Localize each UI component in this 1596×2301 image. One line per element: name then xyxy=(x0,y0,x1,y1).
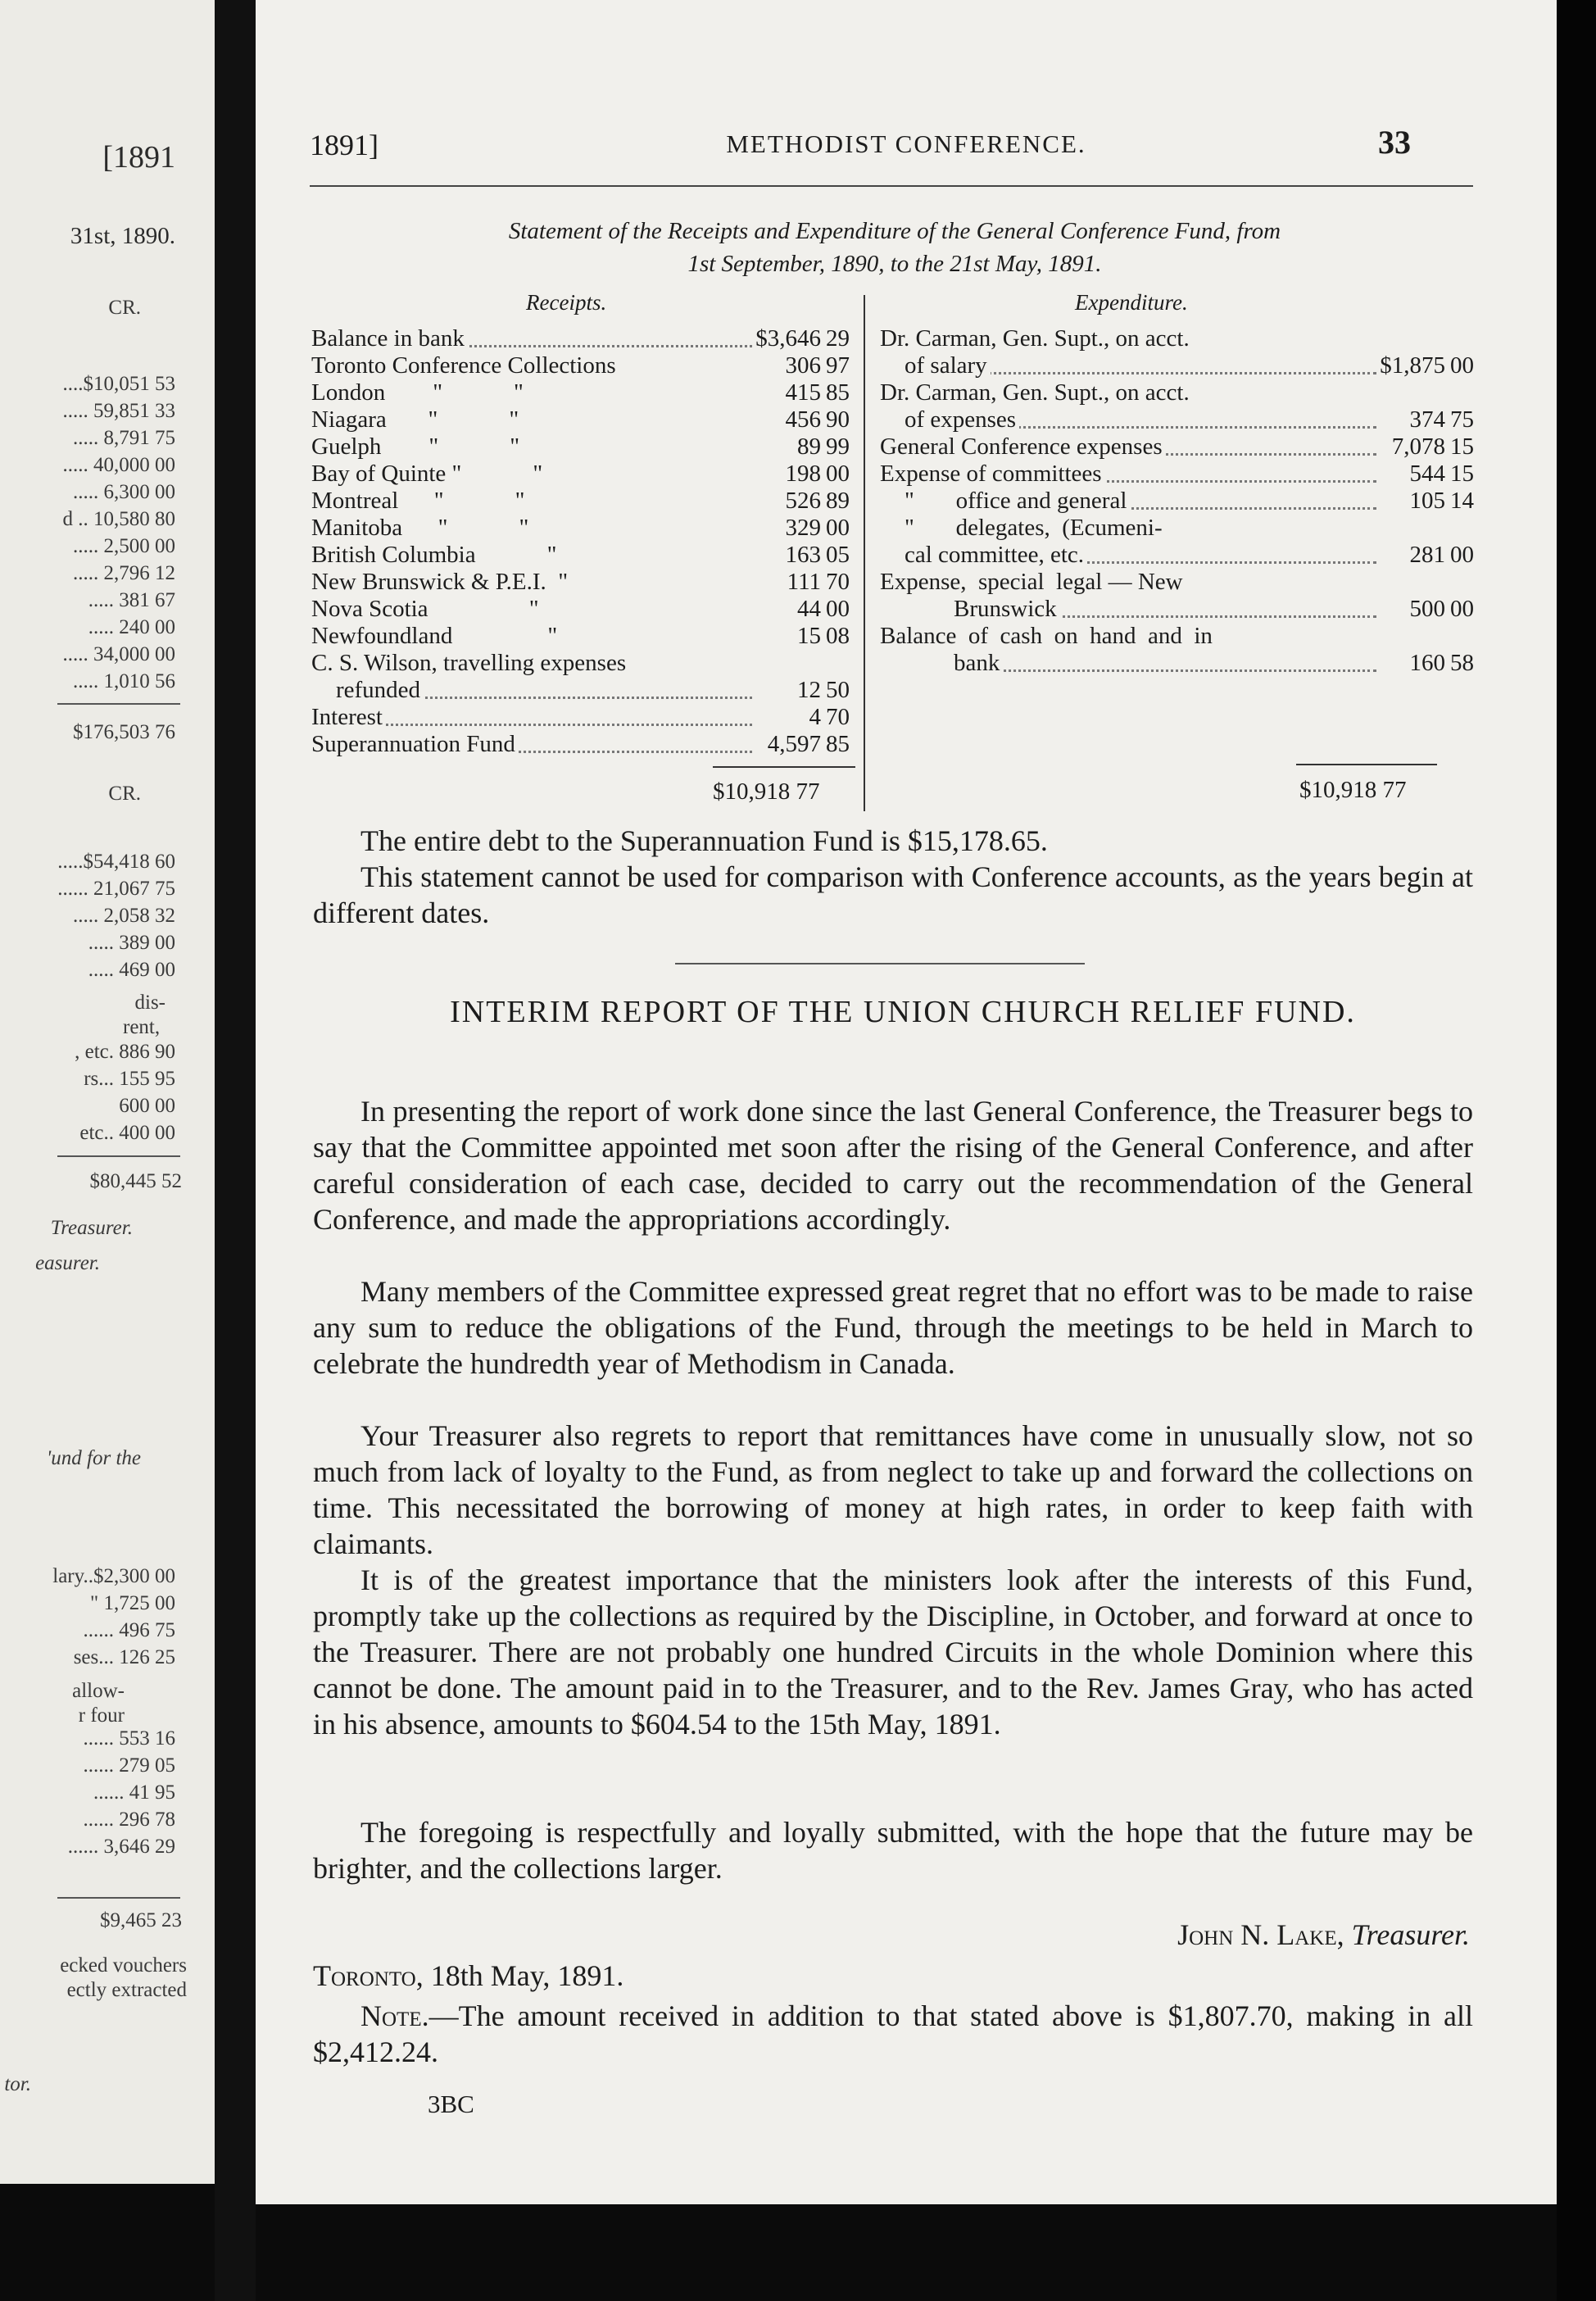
receipt-dollars: 306 xyxy=(785,352,821,379)
receipt-row xyxy=(311,379,854,406)
expenditure-dollars: 544 xyxy=(1409,461,1445,487)
expenditure-row xyxy=(880,623,1478,650)
expenditure-label: Expense, special legal — New xyxy=(880,569,1186,596)
expenditure-cents: 15 xyxy=(1450,433,1474,460)
receipt-label: Nova Scotia " xyxy=(311,596,542,623)
receipt-label: Manitoba " " xyxy=(311,515,532,542)
left-amount-line: ...... 553 16 xyxy=(83,1727,175,1750)
receipt-label: Toronto Conference Collections xyxy=(311,352,619,379)
statement-line-1: Statement of the Receipts and Expenditure of the General Conference Fund, from xyxy=(508,218,1281,244)
main-page xyxy=(256,0,1557,2204)
receipt-label: refunded xyxy=(311,677,424,704)
receipt-row xyxy=(311,352,854,379)
left-treasurer-2: easurer. xyxy=(35,1252,100,1274)
receipt-dollars: 44 xyxy=(797,596,821,622)
signature-mark: 3BC xyxy=(428,2090,474,2118)
left-amount-line: ..... 59,851 33 xyxy=(62,400,175,422)
receipt-cents: 85 xyxy=(826,731,850,757)
note-label: Note. xyxy=(360,1999,429,2032)
left-year: [1891 xyxy=(102,140,175,175)
signature-name: John N. Lake, xyxy=(1177,1918,1344,1951)
expenditure-label: Dr. Carman, Gen. Supt., on acct. xyxy=(880,379,1193,406)
receipt-label: C. S. Wilson, travelling expenses xyxy=(311,650,629,677)
left-extracted: ectly extracted xyxy=(66,1979,187,2001)
left-amount-line: ...... 41 95 xyxy=(93,1781,175,1804)
receipt-row xyxy=(311,325,854,352)
statement-line-2: 1st September, 1890, to the 21st May, 1891. xyxy=(687,251,1102,277)
paragraph-5: The foregoing is respectfully and loyally submitted, with the hope that the future may be brighter, and the collections larger. xyxy=(313,1816,1473,1885)
receipt-dollars: 15 xyxy=(797,623,821,649)
left-amount-line: ...... 496 75 xyxy=(83,1619,175,1641)
paragraph-1: In presenting the report of work done since the last General Conference, the Treasurer begs to say that the Committee appointed met soon after the rising of the General Conference, and after careful consideration of each case, decided to carry out the recommendation of the General Conference, and made the appropriations accordingly. xyxy=(313,1095,1473,1236)
receipts-heading: Receipts. xyxy=(526,290,607,315)
expenditure-label: General Conference expenses xyxy=(880,433,1166,461)
expenditure-dollars: 7,078 xyxy=(1391,433,1445,460)
place: Toronto, xyxy=(313,1959,424,1992)
expenditure-dollars: 281 xyxy=(1409,542,1445,568)
receipt-dollars: 163 xyxy=(785,542,821,568)
left-amount-line: ..... 2,500 00 xyxy=(73,535,175,557)
receipt-cents: 50 xyxy=(826,677,850,703)
receipt-label: Montreal " " xyxy=(311,488,528,515)
left-total-1: $176,503 76 xyxy=(73,721,175,743)
receipt-row xyxy=(311,461,854,488)
receipt-cents: 00 xyxy=(826,515,850,541)
left-amount-line: ...... 3,646 29 xyxy=(67,1836,175,1858)
expenditure-label: Expense of committees xyxy=(880,461,1105,488)
left-frag-dis: dis- xyxy=(134,992,165,1014)
receipt-dollars: 89 xyxy=(797,433,821,460)
header-year: 1891] xyxy=(310,129,379,161)
left-amount-line: ..... 381 67 xyxy=(88,589,175,611)
receipt-dollars: 4,597 xyxy=(767,731,821,757)
receipt-dollars: 111 xyxy=(787,569,821,595)
left-total-3: $9,465 23 xyxy=(100,1909,182,1931)
receipt-dollars: 198 xyxy=(785,461,821,487)
paragraph-3: Your Treasurer also regrets to report that remittances have come in unusually slow, not so much from lack of loyalty to the Fund, as from neglect to take up and forward the collections on time. This necessitated the borrowing of money at high rates, in order to keep faith with claimants. xyxy=(313,1419,1473,1560)
left-cr-1: CR. xyxy=(108,297,141,319)
receipt-dollars: 456 xyxy=(785,406,821,433)
receipt-cents: 29 xyxy=(826,325,850,352)
left-amount-line: ..... 240 00 xyxy=(88,616,175,638)
receipt-dollars: 415 xyxy=(785,379,821,406)
expenditure-row xyxy=(880,352,1478,379)
left-fund-for: 'und for the xyxy=(46,1447,141,1469)
receipt-cents: 85 xyxy=(826,379,850,406)
left-amount-line: ..... 6,300 00 xyxy=(73,481,175,503)
left-amount-line: ..... 40,000 00 xyxy=(62,454,175,476)
receipt-label: Balance in bank xyxy=(311,325,468,352)
receipt-label: Guelph " " xyxy=(311,433,523,461)
receipt-dollars: 4 xyxy=(809,704,821,730)
receipt-row xyxy=(311,596,854,623)
receipt-label: Superannuation Fund xyxy=(311,731,519,758)
left-tor: tor. xyxy=(4,2073,31,2095)
expenditure-sum-rule xyxy=(1296,764,1437,765)
left-amount-line: ..... 2,058 32 xyxy=(73,905,175,927)
left-total-2: $80,445 52 xyxy=(89,1170,182,1192)
expenditure-row xyxy=(880,569,1478,596)
signature-title: Treasurer. xyxy=(1351,1918,1470,1951)
comparison-note: This statement cannot be used for comparison with Conference accounts, as the years begin at different dates. xyxy=(313,860,1473,929)
left-amount-line: , etc. 886 90 xyxy=(75,1041,175,1063)
receipt-row xyxy=(311,650,854,677)
receipt-cents: 70 xyxy=(826,704,850,730)
left-cr-2: CR. xyxy=(108,783,141,805)
expenditure-cents: 00 xyxy=(1450,596,1474,622)
receipt-cents: 00 xyxy=(826,461,850,487)
receipt-row xyxy=(311,406,854,433)
left-rule-3 xyxy=(57,1897,180,1899)
section-rule xyxy=(675,963,1085,964)
receipts-total: $10,918 77 xyxy=(713,778,820,805)
left-treasurer-1: Treasurer. xyxy=(50,1217,133,1239)
expenditure-row xyxy=(880,325,1478,352)
expenditure-label: of salary xyxy=(880,352,991,379)
left-amount-line: ..... 389 00 xyxy=(88,932,175,954)
receipt-dollars: $3,646 xyxy=(755,325,821,352)
receipt-dollars: 329 xyxy=(785,515,821,541)
receipt-label: New Brunswick & P.E.I. " xyxy=(311,569,571,596)
expenditure-dollars: 160 xyxy=(1409,650,1445,676)
paragraph-4: It is of the greatest importance that the ministers look after the interests of this Fund, promptly take up the collections as required by the Discipline, in October, and forward at once to the Treasurer. There are not probably one hundred Circuits in the whole Dominion where this cannot be done. The amount paid in to the Treasurer, and to the Rev. James Gray, who has acted in his absence, amounts to $604.54 to the 15th May, 1891. xyxy=(313,1564,1473,1740)
receipt-row xyxy=(311,433,854,461)
expenditure-dollars: 105 xyxy=(1409,488,1445,514)
expenditure-label: " delegates, (Ecumeni- xyxy=(880,515,1166,542)
expenditure-dollars: $1,875 xyxy=(1380,352,1445,379)
left-amount-line: " 1,725 00 xyxy=(90,1592,175,1614)
book-spine xyxy=(215,0,256,2301)
left-amount-line: ..... 2,796 12 xyxy=(73,562,175,584)
expenditure-total: $10,918 77 xyxy=(1299,777,1407,803)
debt-note: The entire debt to the Superannuation Fund is $15,178.65. xyxy=(360,824,1048,857)
receipt-row xyxy=(311,488,854,515)
left-amount-line: .....$54,418 60 xyxy=(57,851,175,873)
expenditure-row xyxy=(880,433,1478,461)
receipt-label: Bay of Quinte " " xyxy=(311,461,546,488)
left-amount-line: ..... 8,791 75 xyxy=(73,427,175,449)
receipt-cents: 90 xyxy=(826,406,850,433)
left-amount-line: 600 00 xyxy=(119,1095,175,1117)
expenditure-dollars: 374 xyxy=(1409,406,1445,433)
receipt-row xyxy=(311,515,854,542)
date: 18th May, 1891. xyxy=(430,1959,624,1992)
signature xyxy=(1177,1918,1470,1952)
left-amount-line: ..... 34,000 00 xyxy=(62,643,175,665)
expenditure-cents: 75 xyxy=(1450,406,1474,433)
left-frag-rent: rent, xyxy=(123,1016,161,1038)
left-amount-line: ...... 279 05 xyxy=(83,1754,175,1777)
left-date-fragment: 31st, 1890. xyxy=(70,223,175,249)
note xyxy=(313,1998,1473,2070)
receipt-cents: 89 xyxy=(826,488,850,514)
receipt-cents: 05 xyxy=(826,542,850,568)
expenditure-row xyxy=(880,406,1478,433)
expenditure-row xyxy=(880,379,1478,406)
receipt-label: British Columbia " xyxy=(311,542,560,569)
left-amount-line: ses... 126 25 xyxy=(73,1646,175,1668)
column-divider xyxy=(864,295,865,811)
receipt-cents: 08 xyxy=(826,623,850,649)
left-rule-1 xyxy=(57,703,180,705)
left-amount-line: etc.. 400 00 xyxy=(79,1122,175,1144)
left-amount-line: ...... 21,067 75 xyxy=(57,878,175,900)
expenditure-label: cal committee, etc. xyxy=(880,542,1087,569)
left-amount-line: ..... 469 00 xyxy=(88,959,175,981)
receipt-row xyxy=(311,704,854,731)
receipt-row xyxy=(311,731,854,758)
receipts-sum-rule xyxy=(713,766,855,768)
expenditure-label: " office and general xyxy=(880,488,1130,515)
expenditure-label: bank xyxy=(880,650,1003,677)
left-frag-four: r four xyxy=(78,1704,125,1727)
expenditure-cents: 14 xyxy=(1450,488,1474,514)
receipt-row xyxy=(311,569,854,596)
left-page-fragment xyxy=(0,0,215,2184)
left-vouchers: ecked vouchers xyxy=(60,1954,187,1976)
expenditure-cents: 00 xyxy=(1450,352,1474,379)
place-date xyxy=(313,1958,623,1993)
receipt-label: Newfoundland " xyxy=(311,623,560,650)
receipt-row xyxy=(311,677,854,704)
receipt-label: Niagara " " xyxy=(311,406,522,433)
left-frag-allow: allow- xyxy=(72,1680,125,1702)
left-amount-line: d .. 10,580 80 xyxy=(62,508,175,530)
page-edge xyxy=(1557,0,1596,2301)
left-rule-2 xyxy=(57,1155,180,1157)
left-amount-line: ..... 1,010 56 xyxy=(73,670,175,692)
expenditure-row xyxy=(880,650,1478,677)
expenditure-label: Balance of cash on hand and in xyxy=(880,623,1216,650)
header-rule xyxy=(310,185,1473,187)
expenditure-row xyxy=(880,461,1478,488)
expenditure-heading: Expenditure. xyxy=(1075,290,1188,315)
expenditure-label: Brunswick xyxy=(880,596,1060,623)
receipt-dollars: 12 xyxy=(797,677,821,703)
paragraph-2: Many members of the Committee expressed great regret that no effort was to be made to raise any sum to reduce the obligations of the Fund, through the meetings to be held in March to celebrate the hundredth year of Methodism in Canada. xyxy=(313,1275,1473,1380)
left-amount-line: lary..$2,300 00 xyxy=(52,1565,175,1587)
expenditure-row xyxy=(880,542,1478,569)
receipt-cents: 70 xyxy=(826,569,850,595)
receipt-cents: 00 xyxy=(826,596,850,622)
left-amount-line: ...... 296 78 xyxy=(83,1809,175,1831)
receipt-cents: 99 xyxy=(826,433,850,460)
report-heading: INTERIM REPORT OF THE UNION CHURCH RELIEF FUND. xyxy=(450,995,1356,1029)
expenditure-label: of expenses xyxy=(880,406,1019,433)
expenditure-row xyxy=(880,596,1478,623)
page-number: 33 xyxy=(1378,124,1411,161)
receipt-cents: 97 xyxy=(826,352,850,379)
expenditure-cents: 58 xyxy=(1450,650,1474,676)
header-title: METHODIST CONFERENCE. xyxy=(726,129,1086,158)
expenditure-row xyxy=(880,515,1478,542)
receipt-label: London " " xyxy=(311,379,527,406)
receipt-dollars: 526 xyxy=(785,488,821,514)
expenditure-label: Dr. Carman, Gen. Supt., on acct. xyxy=(880,325,1193,352)
left-amount-line: ....$10,051 53 xyxy=(62,373,175,395)
receipt-row xyxy=(311,542,854,569)
left-amount-line: rs... 155 95 xyxy=(84,1068,175,1090)
expenditure-cents: 15 xyxy=(1450,461,1474,487)
receipt-row xyxy=(311,623,854,650)
note-text: —The amount received in addition to that stated above is $1,807.70, making in all $2,412.24. xyxy=(313,1999,1473,2068)
expenditure-row xyxy=(880,488,1478,515)
expenditure-dollars: 500 xyxy=(1409,596,1445,622)
expenditure-cents: 00 xyxy=(1450,542,1474,568)
receipt-label: Interest xyxy=(311,704,386,731)
statement-title xyxy=(305,215,1485,280)
